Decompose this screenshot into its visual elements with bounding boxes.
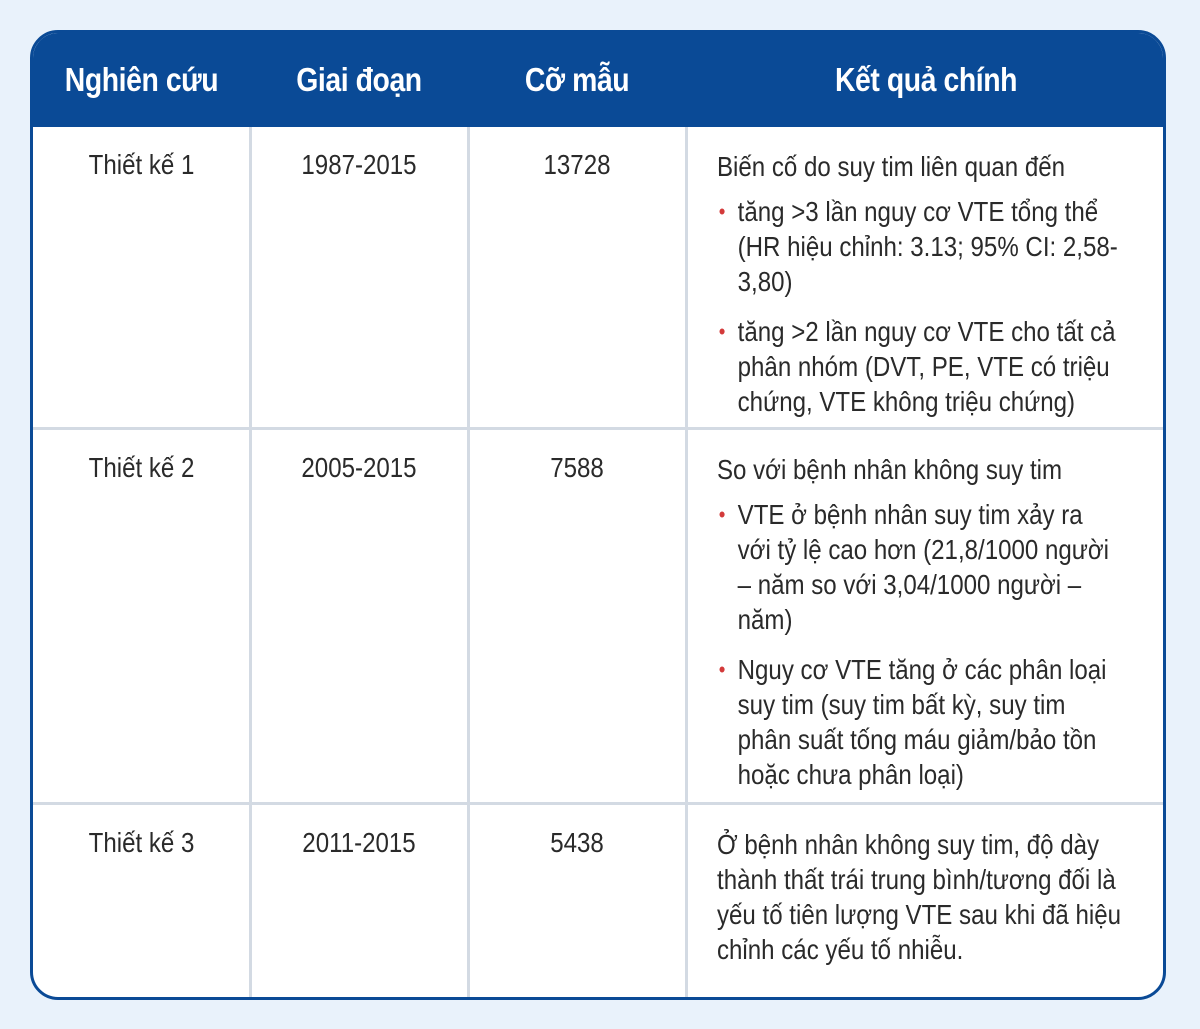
study-cell: Thiết kế 2 xyxy=(88,452,195,483)
bullet-text: tăng >3 lần nguy cơ VTE tổng thể (HR hiệu chỉnh: 3.13; 95% CI: 2,58-3,80) xyxy=(737,196,1118,297)
header-study: Nghiên cứu xyxy=(64,61,219,98)
study-cell: Thiết kế 3 xyxy=(88,827,195,858)
table-row xyxy=(33,802,1163,1000)
bullet-icon: • xyxy=(718,199,726,224)
result-intro: So với bệnh nhân không suy tim xyxy=(717,454,1063,485)
period-cell: 2005-2015 xyxy=(301,452,417,483)
result-list xyxy=(717,194,1121,419)
result-cell xyxy=(717,452,1121,807)
list-item xyxy=(717,652,1121,792)
sample-cell: 13728 xyxy=(543,149,611,180)
bullet-text: Nguy cơ VTE tăng ở các phân loại suy tim (suy tim bất kỳ, suy tim phân suất tống máu giảm/bảo tồn hoặc chưa phân loại) xyxy=(737,654,1107,790)
period-cell: 1987-2015 xyxy=(301,149,417,180)
header-period: Giai đoạn xyxy=(296,61,422,98)
result-intro: Biến cố do suy tim liên quan đến xyxy=(717,151,1066,182)
table-header xyxy=(33,33,1163,127)
bullet-text: tăng >2 lần nguy cơ VTE cho tất cả phân nhóm (DVT, PE, VTE có triệu chứng, VTE không triệu chứng) xyxy=(737,316,1116,417)
header-sample: Cỡ mẫu xyxy=(524,61,630,98)
table-row xyxy=(33,427,1163,802)
bullet-icon: • xyxy=(718,657,726,682)
bullet-icon: • xyxy=(718,319,726,344)
bullet-text: VTE ở bệnh nhân suy tim xảy ra với tỷ lệ cao hơn (21,8/1000 người – năm so với 3,04/1000 người – năm) xyxy=(737,499,1110,635)
list-item xyxy=(717,497,1121,637)
study-table xyxy=(30,30,1166,1000)
study-cell: Thiết kế 1 xyxy=(88,149,195,180)
header-results: Kết quả chính xyxy=(834,61,1018,98)
result-cell xyxy=(717,827,1121,967)
list-item xyxy=(717,314,1121,419)
list-item xyxy=(717,194,1121,299)
sample-cell: 5438 xyxy=(550,827,604,858)
sample-cell: 7588 xyxy=(550,452,604,483)
result-intro: Ở bệnh nhân không suy tim, độ dày thành thất trái trung bình/tương đối là yếu tố tiên lượng VTE sau khi đã hiệu chỉnh các yếu tố nhiễu. xyxy=(717,829,1122,965)
period-cell: 2011-2015 xyxy=(302,827,416,858)
bullet-icon: • xyxy=(718,502,726,527)
table-row xyxy=(33,127,1163,427)
result-list xyxy=(717,497,1121,792)
result-cell xyxy=(717,149,1121,434)
